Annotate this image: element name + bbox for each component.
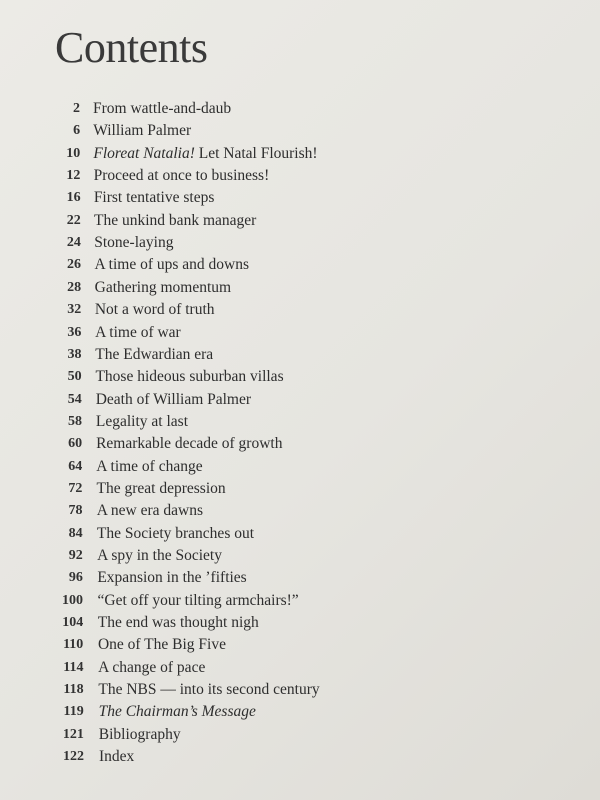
list-item[interactable]	[0, 322, 600, 344]
chapter-title: A change of pace	[98, 658, 206, 676]
page-number: 84	[68, 525, 83, 541]
chapter-title: One of The Big Five	[97, 636, 226, 654]
chapter-title: A time of war	[95, 323, 181, 341]
chapter-title-italic: Floreat Natalia!	[93, 144, 195, 162]
chapter-title: Those hideous suburban villas	[95, 368, 284, 386]
list-item[interactable]	[0, 657, 600, 679]
list-item[interactable]	[0, 634, 600, 656]
page-number: 121	[62, 726, 84, 742]
list-item[interactable]	[0, 746, 600, 768]
chapter-title: The end was thought nigh	[97, 614, 259, 632]
chapter-title: Not a word of truth	[94, 301, 215, 319]
page-number: 16	[66, 190, 81, 206]
chapter-title: Gathering momentum	[94, 278, 232, 296]
chapter-title: A time of ups and downs	[94, 256, 249, 274]
chapter-title: The great depression	[96, 479, 226, 497]
list-item[interactable]	[0, 187, 600, 209]
page-title: Contents	[55, 23, 208, 72]
page-number: 10	[66, 145, 81, 161]
chapter-title: Stone-laying	[94, 234, 174, 252]
page-number: 2	[73, 101, 80, 116]
chapter-title: Proceed at once to business!	[93, 167, 270, 185]
list-item[interactable]	[0, 120, 600, 142]
list-item[interactable]	[0, 143, 600, 165]
list-item[interactable]	[0, 366, 600, 388]
list-item[interactable]	[0, 232, 600, 254]
chapter-title: The Society branches out	[96, 524, 255, 542]
page-number: 60	[68, 436, 83, 452]
list-item[interactable]	[0, 456, 600, 478]
list-item[interactable]	[0, 210, 600, 232]
list-item[interactable]	[0, 411, 600, 433]
list-item[interactable]	[0, 545, 600, 567]
page-number: 114	[63, 659, 84, 675]
list-item[interactable]	[0, 701, 600, 723]
list-item[interactable]	[0, 590, 600, 612]
page-number: 12	[66, 168, 81, 184]
page-number: 104	[62, 615, 84, 631]
chapter-title: The NBS — into its second century	[98, 681, 320, 699]
list-item[interactable]	[0, 567, 600, 589]
page-number: 78	[68, 503, 83, 519]
page-number: 6	[73, 123, 81, 139]
list-item[interactable]	[0, 523, 600, 545]
page-number: 58	[67, 413, 82, 429]
chapter-title: “Get off your tilting armchairs!”	[97, 591, 299, 609]
page-number: 122	[63, 749, 84, 765]
chapter-title: Remarkable decade of growth	[96, 435, 283, 453]
page-number: 100	[62, 592, 84, 608]
chapter-title-roman: Let Natal Flourish!	[198, 144, 318, 162]
chapter-title: A time of change	[96, 457, 203, 475]
chapter-title: A spy in the Society	[97, 547, 222, 564]
page-number: 72	[68, 480, 83, 496]
list-item[interactable]	[0, 389, 600, 411]
page-number: 96	[68, 570, 83, 586]
list-item[interactable]	[0, 344, 600, 366]
list-item[interactable]	[0, 478, 600, 500]
chapter-title: The unkind bank manager	[94, 211, 257, 229]
list-item[interactable]	[0, 254, 600, 276]
page-number: 118	[63, 682, 84, 698]
chapter-title: Index	[99, 748, 135, 766]
list-item[interactable]	[0, 500, 600, 522]
page-number: 54	[67, 391, 82, 407]
page-number: 64	[68, 458, 83, 474]
page-number: 32	[67, 302, 82, 318]
chapter-title: The Edwardian era	[95, 345, 214, 363]
page-number: 28	[67, 279, 82, 295]
chapter-title: Death of William Palmer	[95, 390, 252, 408]
list-item[interactable]	[0, 679, 600, 701]
chapter-title: From wattle-and-daub	[93, 100, 232, 117]
list-item[interactable]	[0, 299, 600, 321]
page-number: 92	[68, 548, 83, 563]
page-number: 36	[67, 324, 82, 340]
chapter-title: Legality at last	[95, 412, 188, 430]
chapter-title: Expansion in the ’fifties	[97, 569, 247, 587]
page-number: 110	[63, 637, 84, 653]
chapter-title: First tentative steps	[93, 189, 215, 207]
list-item[interactable]	[0, 433, 600, 455]
chapter-title: The Chairman’s Message	[98, 703, 256, 721]
list-item[interactable]	[0, 277, 600, 299]
list-item[interactable]	[0, 612, 600, 634]
list-item[interactable]	[0, 724, 600, 746]
page-number: 26	[66, 257, 81, 273]
list-item[interactable]	[0, 98, 600, 120]
chapter-title	[93, 143, 317, 165]
page-number: 24	[66, 235, 81, 251]
page-number: 22	[66, 212, 81, 228]
chapter-title: A new era dawns	[96, 502, 204, 520]
chapter-title: William Palmer	[93, 122, 192, 140]
list-item[interactable]	[0, 165, 600, 187]
page-number: 38	[67, 346, 82, 362]
chapter-title: Bibliography	[98, 725, 181, 743]
page-number: 119	[63, 704, 84, 720]
page-number: 50	[67, 369, 82, 385]
